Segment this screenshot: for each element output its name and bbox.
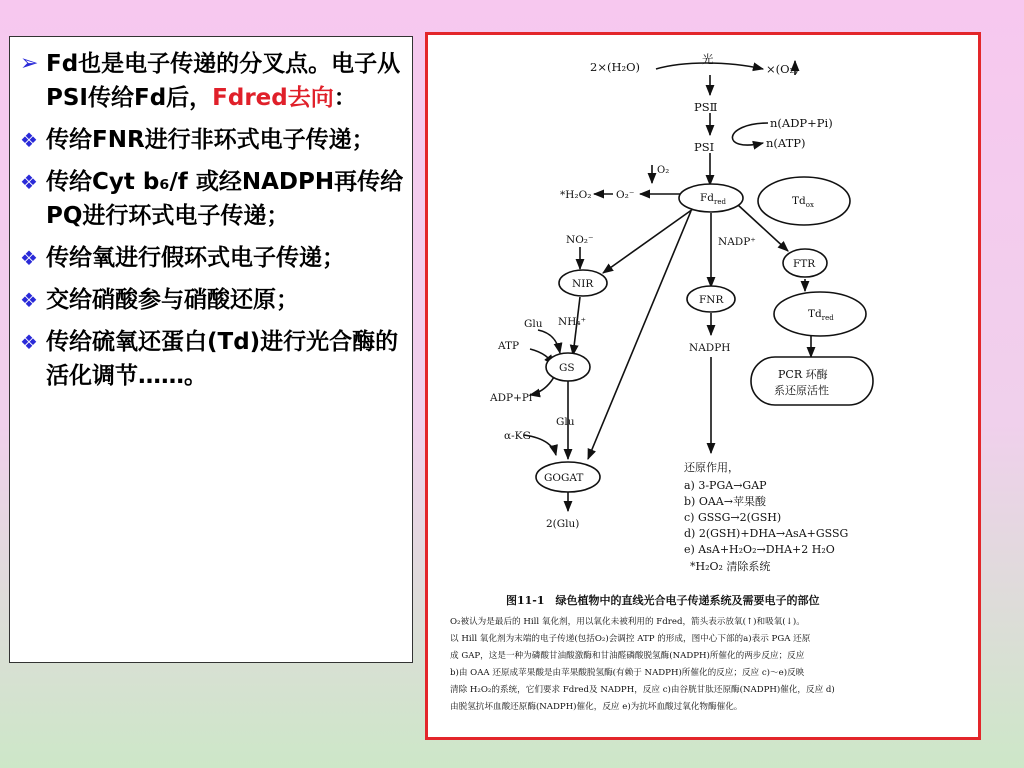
fnr-label: FNR [699,294,724,306]
reduction-item: b) OAA→苹果酸 [684,495,766,508]
figure-frame [425,32,981,740]
akg-label: α-KG [504,430,531,442]
figure-caption-title: 图11-1 绿色植物中的直线光合电子传递系统及需要电子的部位 [506,594,820,607]
gogat-label: GOGAT [544,472,584,484]
bullet-item [20,123,406,157]
h2o2-label: *H₂O₂ [560,189,592,201]
bullet-text: 传给Cyt b₆/f 或经NADPH再传给PQ进行环式电子传递； [46,169,404,229]
fd-to-nir-arrow [603,209,693,273]
bullet-text: 传给FNR进行非环式电子传递； [46,127,375,153]
ps1-label: PSⅠ [694,140,715,154]
diamond-bullet-icon: ❖ [20,330,38,354]
td-red-subscript: red [821,314,834,322]
light-label: 光 [702,52,714,66]
two-glu-label: 2(Glu) [546,518,580,530]
arrow-bullet-icon: ➢ [20,51,39,76]
intro-part-1: Fd也是电子传递的分叉点。电子从PSⅠ传给Fd后， [46,51,401,111]
diamond-bullet-icon: ❖ [20,246,38,270]
electron-transport-diagram [428,35,978,737]
glu-to-gs-arrow [538,330,560,353]
nadph-label: NADPH [689,342,731,354]
nir-label: NIR [572,278,594,290]
intro-text [46,47,406,115]
o2-uptake-label: O₂ [657,165,670,176]
ps2-label: PSⅡ [694,100,718,114]
bullet-text: 交给硝酸参与硝酸还原； [46,287,299,313]
reduction-item: a) 3-PGA→GAP [684,479,767,492]
intro-highlight: Fdred去向 [212,85,334,111]
bullet-panel [9,36,413,663]
bullet-item [20,241,406,275]
caption-line: 以 Hill 氧化剂为末端的电子传递(包括O₂)会调控 ATP 的形成，图中心下部的a)表示 PGA 还原 [450,634,811,644]
diamond-bullet-icon: ❖ [20,170,38,194]
glu-in-label: Glu [524,318,543,330]
td-ox-subscript: ox [805,201,814,209]
glu-out-label: Glu [556,416,575,428]
reduction-item: e) AsA+H₂O₂→DHA+2 H₂O [684,543,835,556]
caption-line: 由脱氢抗坏血酸还原酶(NADPH)催化，反应 e)为抗坏血酸过氧化物酶催化。 [450,702,743,712]
nh4-label: NH₄⁺ [558,316,587,328]
fd-red-subscript: red [714,198,726,206]
fd-red-label: Fd [700,192,715,204]
pcr-label-line1: PCR 环酶 [778,368,828,381]
atp-label: n(ATP) [766,136,806,150]
reduction-item: d) 2(GSH)+DHA→AsA+GSSG [684,527,849,540]
td-ox-label: Td [792,195,806,207]
adp-pi-gs-label: ADP+Pi [490,392,533,404]
diamond-bullet-icon: ❖ [20,128,38,152]
intro-item [20,47,406,115]
no2-label: NO₂⁻ [566,234,594,246]
caption-line: b)由 OAA 还原成苹果酸是由苹果酸脱氢酶(有赖于 NADPH)所催化的反应；反应 c)～e)反映 [450,668,805,678]
bullet-item [20,165,406,233]
gs-to-adp-arrow [530,377,554,395]
intro-part-2: ： [333,85,357,111]
nadp-plus-label: NADP⁺ [718,236,756,248]
bullet-text: 传给氧进行假环式电子传递； [46,245,345,271]
caption-line: O₂被认为是最后的 Hill 氧化剂，用以氧化未被利用的 Fdred，箭头表示放氧(↑)和吸氧(↓)。 [450,617,805,627]
caption-line: 成 GAP，这是一种为磷酸甘油酸激酶和甘油醛磷酸脱氢酶(NADPH)所催化的两步反应；反应 [450,651,805,661]
caption-line: 清除 H₂O₂的系统，它们要求 Fdred及 NADPH，反应 c)由谷胱甘肽还原酶(NADPH)催化，反应 d) [450,685,835,695]
ftr-label: FTR [793,258,816,270]
bullet-item [20,283,406,317]
bullet-text: 传给硫氧还蛋白(Td)进行光合酶的活化调节……。 [46,329,399,389]
reduction-item: c) GSSG→2(GSH) [684,511,782,524]
bullet-item [20,325,406,393]
reduction-item: *H₂O₂ 清除系统 [690,560,771,573]
superoxide-label: O₂⁻ [616,189,635,201]
water-label: 2×(H₂O) [590,60,640,74]
photophosphorylation-arrow [732,123,768,145]
td-red-label: Td [808,308,822,320]
reduction-title: 还原作用， [684,461,739,474]
diamond-bullet-icon: ❖ [20,288,38,312]
fd-to-gogat-arrow [588,211,691,459]
atp-gs-label: ATP [498,340,520,352]
adp-pi-label: n(ADP+Pi) [770,116,833,130]
pcr-label-line2: 系还原活性 [774,384,829,397]
gs-label: GS [559,362,575,374]
o2-out-label: ×(O₂) [766,62,799,76]
pcr-node [751,357,873,405]
